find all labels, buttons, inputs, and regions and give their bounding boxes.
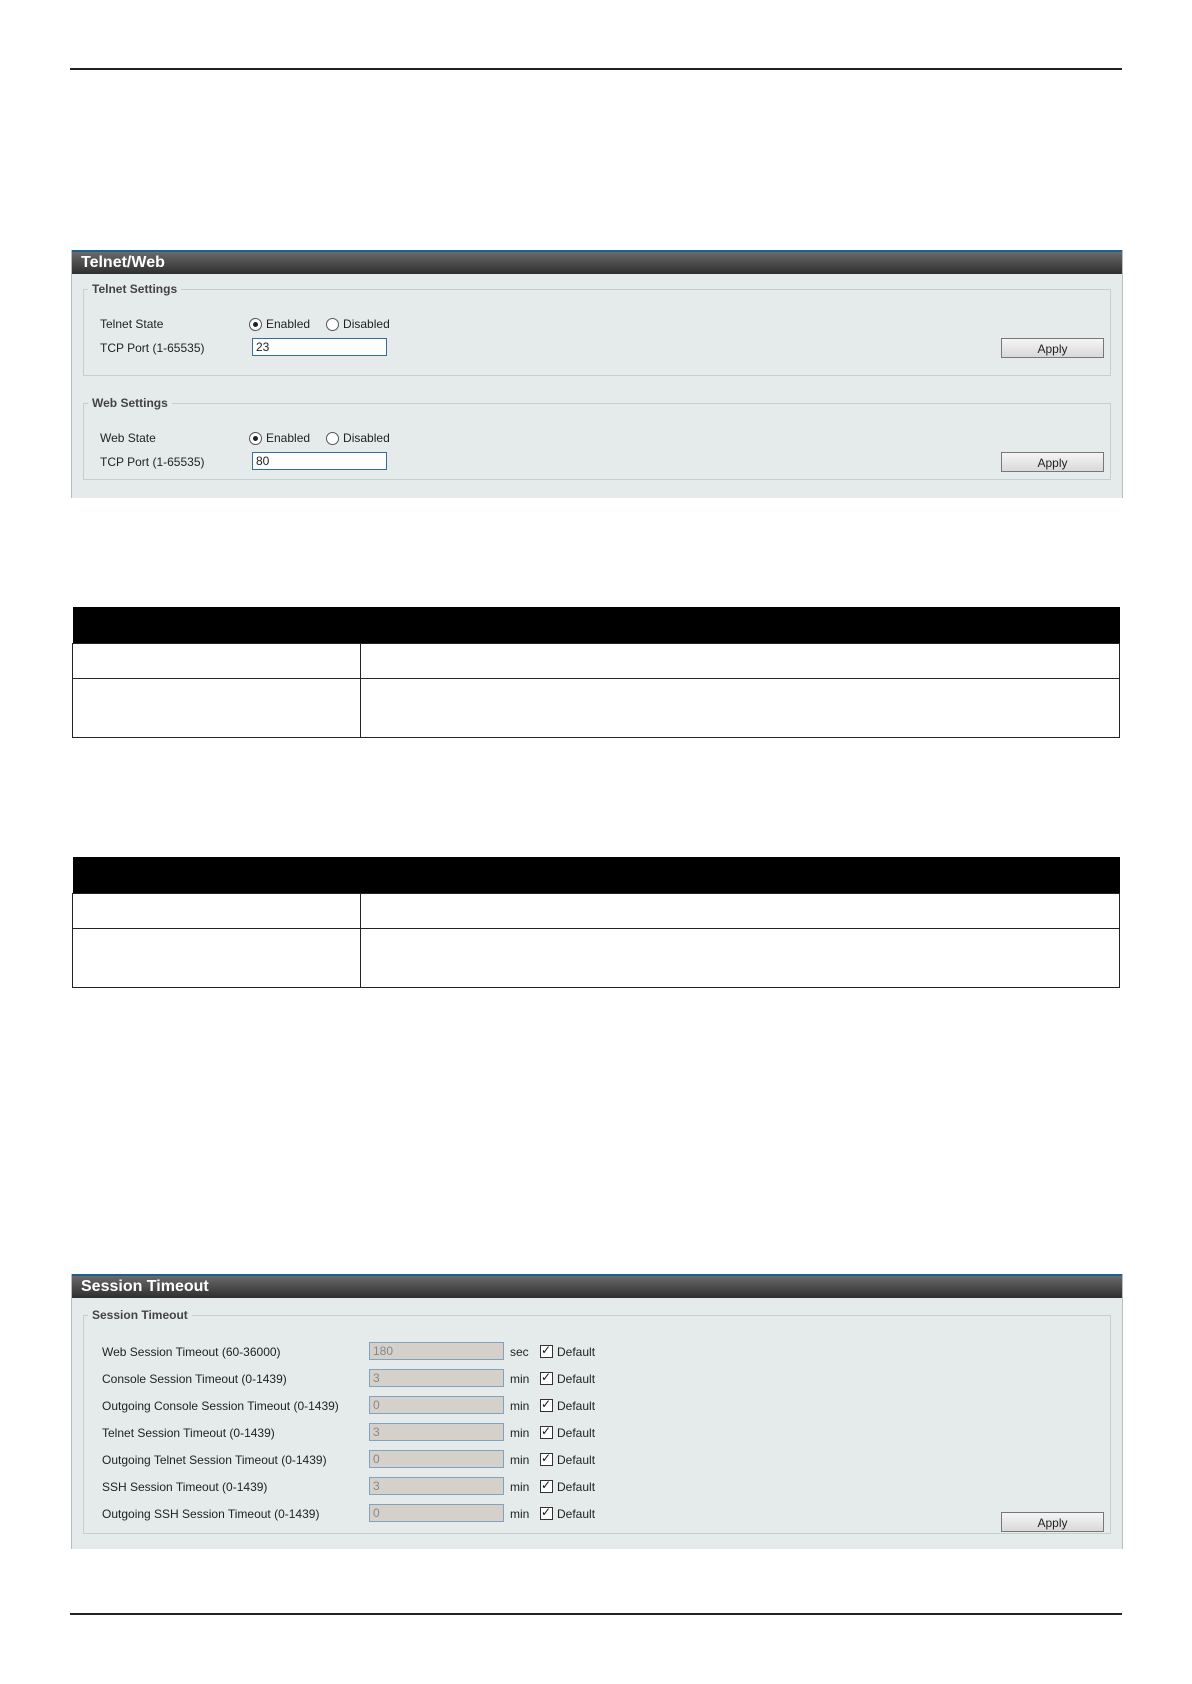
group-legend: Web Settings: [92, 396, 168, 410]
default-checkbox[interactable]: [540, 1372, 553, 1385]
timeout-unit: min: [510, 1372, 530, 1386]
default-option: [540, 1453, 595, 1467]
group-legend: Session Timeout: [92, 1308, 188, 1322]
panel-title: Telnet/Web: [72, 250, 1122, 274]
timeout-row-label: SSH Session Timeout (0-1439): [102, 1480, 268, 1494]
table-row: [73, 679, 1120, 738]
web-port-input[interactable]: [252, 452, 387, 470]
timeout-unit: min: [510, 1399, 530, 1413]
default-option: [540, 1345, 595, 1359]
default-checkbox[interactable]: [540, 1507, 553, 1520]
default-checkbox[interactable]: [540, 1426, 553, 1439]
timeout-value-input[interactable]: [369, 1477, 504, 1495]
web-enabled-radio[interactable]: [249, 432, 262, 445]
session-timeout-group: [83, 1308, 1111, 1534]
telnet-port-label: TCP Port (1-65535): [100, 341, 205, 355]
timeout-row-label: Outgoing Console Session Timeout (0-1439): [102, 1399, 339, 1413]
web-port-label: TCP Port (1-65535): [100, 455, 205, 469]
web-disabled-radio[interactable]: [326, 432, 339, 445]
page-footer-rule: [70, 1613, 1122, 1615]
web-state-radios: [249, 427, 406, 449]
group-legend: Telnet Settings: [92, 282, 178, 296]
table-header-cell: [73, 857, 361, 894]
default-checkbox-label: Default: [557, 1372, 596, 1386]
web-apply-button[interactable]: Apply: [1001, 452, 1104, 472]
timeout-row-label: Outgoing Telnet Session Timeout (0-1439): [102, 1453, 327, 1467]
timeout-value-input[interactable]: [369, 1396, 504, 1414]
telnet-web-panel: [71, 250, 1123, 498]
timeout-row-label: Outgoing SSH Session Timeout (0-1439): [102, 1507, 320, 1521]
telnet-port-input[interactable]: [252, 338, 387, 356]
table-header-cell: [73, 607, 361, 644]
timeout-unit: min: [510, 1453, 530, 1467]
radio-label: Enabled: [266, 431, 311, 445]
parameter-table-telnet: [72, 607, 1120, 738]
telnet-settings-group: [83, 282, 1111, 376]
timeout-value-input[interactable]: [369, 1450, 504, 1468]
default-checkbox-label: Default: [557, 1453, 596, 1467]
timeout-value-input[interactable]: [369, 1342, 504, 1360]
telnet-state-label: Telnet State: [100, 317, 164, 331]
timeout-unit: min: [510, 1480, 530, 1494]
table-header-cell: [361, 607, 1120, 644]
default-checkbox-label: Default: [557, 1426, 596, 1440]
default-checkbox-label: Default: [557, 1345, 596, 1359]
telnet-enabled-radio[interactable]: [249, 318, 262, 331]
timeout-row-label: Web Session Timeout (60-36000): [102, 1345, 281, 1359]
default-option: [540, 1372, 595, 1386]
table-row: [73, 894, 1120, 929]
telnet-state-radios: [249, 313, 406, 335]
table-row: [73, 644, 1120, 679]
radio-label: Disabled: [343, 431, 390, 445]
session-apply-button[interactable]: Apply: [1001, 1512, 1104, 1532]
default-checkbox-label: Default: [557, 1480, 596, 1494]
default-checkbox[interactable]: [540, 1345, 553, 1358]
timeout-value-input[interactable]: [369, 1504, 504, 1522]
page-header-rule: [70, 68, 1122, 70]
default-checkbox[interactable]: [540, 1453, 553, 1466]
timeout-unit: sec: [510, 1345, 529, 1359]
default-checkbox-label: Default: [557, 1507, 596, 1521]
default-checkbox-label: Default: [557, 1399, 596, 1413]
default-option: [540, 1399, 595, 1413]
panel-title: Session Timeout: [72, 1274, 1122, 1298]
telnet-apply-button[interactable]: Apply: [1001, 338, 1104, 358]
default-option: [540, 1426, 595, 1440]
timeout-row-label: Telnet Session Timeout (0-1439): [102, 1426, 275, 1440]
default-option: [540, 1480, 595, 1494]
table-header-cell: [361, 857, 1120, 894]
table-row: [73, 929, 1120, 988]
default-checkbox[interactable]: [540, 1399, 553, 1412]
radio-label: Disabled: [343, 317, 390, 331]
default-checkbox[interactable]: [540, 1480, 553, 1493]
default-option: [540, 1507, 595, 1521]
web-settings-group: [83, 396, 1111, 480]
radio-label: Enabled: [266, 317, 311, 331]
timeout-value-input[interactable]: [369, 1369, 504, 1387]
timeout-unit: min: [510, 1426, 530, 1440]
session-timeout-panel: [71, 1274, 1123, 1549]
timeout-unit: min: [510, 1507, 530, 1521]
telnet-disabled-radio[interactable]: [326, 318, 339, 331]
timeout-value-input[interactable]: [369, 1423, 504, 1441]
timeout-row-label: Console Session Timeout (0-1439): [102, 1372, 287, 1386]
parameter-table-web: [72, 857, 1120, 988]
web-state-label: Web State: [100, 431, 156, 445]
